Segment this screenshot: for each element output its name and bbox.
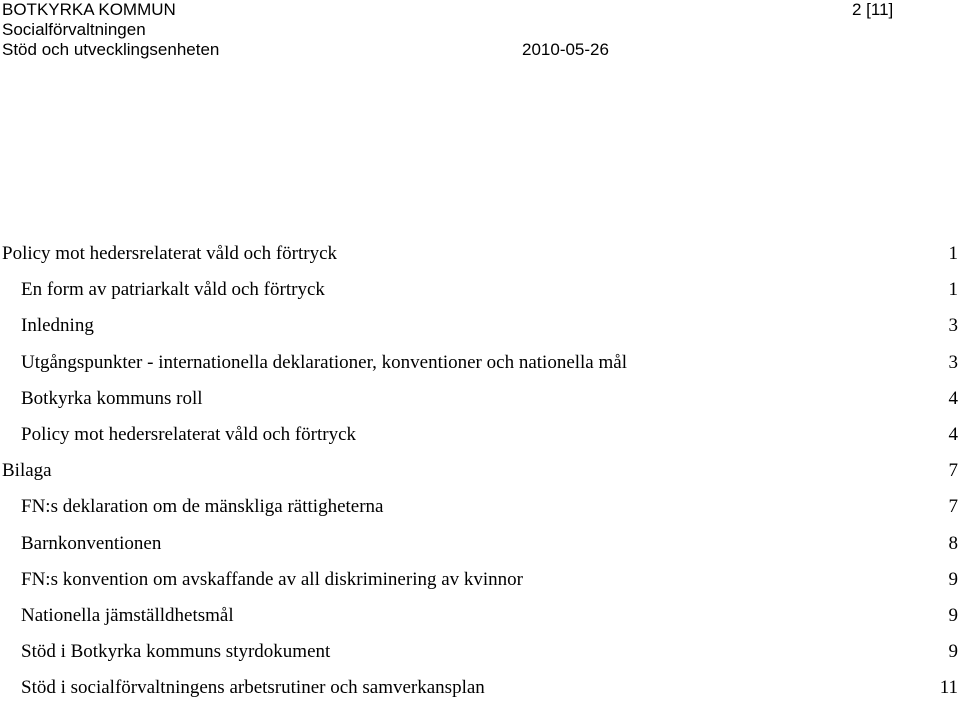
toc-entry-title: Inledning [21, 315, 94, 337]
toc-entry-title: FN:s konvention om avskaffande av all diskriminering av kvinnor [21, 568, 524, 590]
toc-entry[interactable] [0, 562, 960, 598]
toc-entry-page: 11 [939, 677, 958, 699]
toc-entry-title: En form av patriarkalt våld och förtryck [21, 279, 325, 301]
toc-entry[interactable] [0, 345, 960, 381]
toc-entry-page: 9 [948, 604, 958, 626]
toc-entry[interactable] [0, 236, 960, 272]
toc-entry-page: 7 [948, 496, 958, 518]
toc-entry[interactable] [0, 417, 960, 453]
page-number: 2 [11] [852, 0, 894, 19]
toc-entry-title: Barnkonventionen [21, 532, 162, 554]
toc-entry-title: FN:s deklaration om de mänskliga rättigheterna [21, 496, 384, 518]
toc-entry-page: 9 [948, 641, 958, 663]
toc-entry[interactable] [0, 308, 960, 344]
toc-entry-page: 1 [948, 243, 958, 264]
toc-entry-title: Botkyrka kommuns roll [21, 387, 203, 409]
toc-entry[interactable] [0, 489, 960, 525]
department-name: Socialförvaltningen [2, 20, 146, 39]
page-header [0, 0, 960, 64]
toc-entry-page: 3 [948, 351, 958, 373]
toc-entry[interactable] [0, 381, 960, 417]
organization-name: BOTKYRKA KOMMUN [2, 0, 176, 19]
toc-entry-page: 1 [948, 279, 958, 301]
toc-entry-page: 8 [948, 532, 958, 554]
toc-entry-title: Nationella jämställdhetsmål [21, 604, 234, 626]
toc-entry-page: 9 [948, 568, 958, 590]
toc-entry-title: Utgångspunkter - internationella deklarationer, konventioner och nationella mål [21, 351, 627, 373]
toc-entry[interactable] [0, 598, 960, 634]
toc-entry[interactable] [0, 453, 960, 489]
unit-name: Stöd och utvecklingsenheten [2, 40, 220, 59]
toc-entry-title: Policy mot hedersrelaterat våld och förtryck [21, 423, 357, 445]
toc-entry-page: 7 [948, 460, 958, 482]
toc-entry-page: 3 [948, 315, 958, 337]
toc-entry-title: Stöd i socialförvaltningens arbetsrutiner och samverkansplan [21, 677, 485, 699]
toc-entry-page: 4 [948, 387, 958, 409]
toc-entry-title: Stöd i Botkyrka kommuns styrdokument [21, 641, 331, 663]
toc-entry-title: Policy mot hedersrelaterat våld och förtryck [2, 243, 338, 264]
document-date: 2010-05-26 [522, 40, 609, 59]
toc-entry[interactable] [0, 272, 960, 308]
toc-entry-title: Bilaga [2, 460, 52, 482]
toc-entry-page: 4 [948, 423, 958, 445]
toc-entry[interactable] [0, 526, 960, 562]
table-of-contents [0, 236, 960, 706]
toc-entry[interactable] [0, 634, 960, 670]
